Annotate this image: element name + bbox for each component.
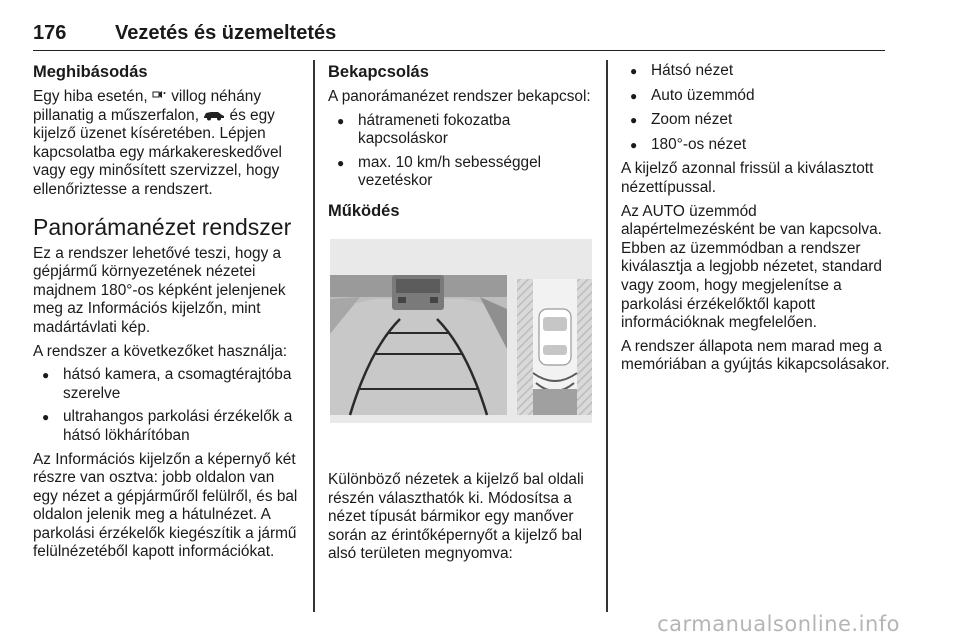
list-item: ● 180°-os nézet: [621, 136, 891, 155]
camera-warning-icon: [152, 89, 167, 102]
list-item: ● Zoom nézet: [621, 111, 891, 130]
list-item: ● hátsó kamera, a csomagtérajtóba szerelve: [33, 366, 303, 403]
refresh-paragraph: A kijelző azonnal frissül a kiválasztott nézettípussal.: [621, 160, 874, 196]
page-number: 176: [33, 22, 67, 44]
column-divider-2: [606, 60, 608, 612]
list-item: ● max. 10 km/h sebességgel vezetéskor: [328, 154, 598, 191]
activation-list: [328, 112, 598, 191]
column-2: [328, 62, 598, 569]
screen-paragraph: Az Információs kijelzőn a képernyő két részre van osztva: jobb oldalon van egy nézet a gépjárműről felülről, és bal oldalon jelenik meg a hátulnézet. A parkolási érzékelők kiegészítik a jármű felülnézetéből kapott információkat.: [33, 450, 298, 561]
page-header: [33, 22, 885, 51]
memory-paragraph: A rendszer állapota nem marad meg a memóriában a gyújtás kikapcsolásakor.: [621, 337, 890, 374]
fault-paragraph: [33, 88, 303, 200]
section-heading: Panorámanézet rendszer: [33, 213, 292, 240]
column-divider-1: [313, 60, 315, 612]
list-item: ● Auto üzemmód: [621, 87, 891, 106]
column-3: [621, 62, 891, 380]
auto-mode-paragraph: Az AUTO üzemmód alapértelmezésként be van kapcsolva. Ebben az üzemmódban a rendszer kiválasztja a legjobb nézetet, standard vagy zoom, hogy megjelenítse a parkolási érzékelőktől kapott információknak megfelelően.: [621, 202, 882, 332]
uses-paragraph: A rendszer a következőket használja:: [33, 342, 288, 360]
column-1: [33, 62, 303, 567]
view-types-list: [621, 62, 891, 154]
list-item: ● hátrameneti fokozatba kapcsoláskor: [328, 112, 598, 149]
chapter-title: Vezetés és üzemeltetés: [115, 22, 337, 44]
activation-heading: Bekapcsolás: [328, 63, 429, 81]
camera-display-image: [330, 239, 592, 423]
panorama-view-illustration: [330, 239, 592, 423]
car-icon: [203, 109, 225, 121]
fault-text-mid: villog néhány pillanatig a műszerfalon,: [33, 88, 262, 124]
fault-text-pre: Egy hiba esetén,: [33, 88, 148, 105]
intro-paragraph: Ez a rendszer lehetővé teszi, hogy a gépjármű környezetének nézetei majdnem 180°-os képként jelenjenek meg az Információs kijelzőn, mint madártávlati kép.: [33, 244, 286, 336]
list-item: ● ultrahangos parkolási érzékelők a hátsó lökhárítóban: [33, 408, 303, 445]
views-paragraph: Különböző nézetek a kijelző bal oldali részén választhatók ki. Módosítsa a nézet típusát bármikor egy manőver során az érintőképernyőt a kijelző bal alsó területen megnyomva:: [328, 470, 584, 563]
fault-text-post: és egy kijelző üzenet kíséretében. Lépjen kapcsolatba egy márkakereskedővel vagy egy minősített szervizzel, hogy ellenőriztesse a rendszert.: [33, 106, 282, 198]
list-item: ● Hátsó nézet: [621, 62, 891, 81]
activation-paragraph: A panorámanézet rendszer bekapcsol:: [328, 88, 591, 105]
uses-list: [33, 366, 303, 445]
watermark: carmanualsonline.info: [657, 612, 900, 636]
fault-heading: Meghibásodás: [33, 63, 148, 81]
operation-heading: Működés: [328, 201, 400, 220]
